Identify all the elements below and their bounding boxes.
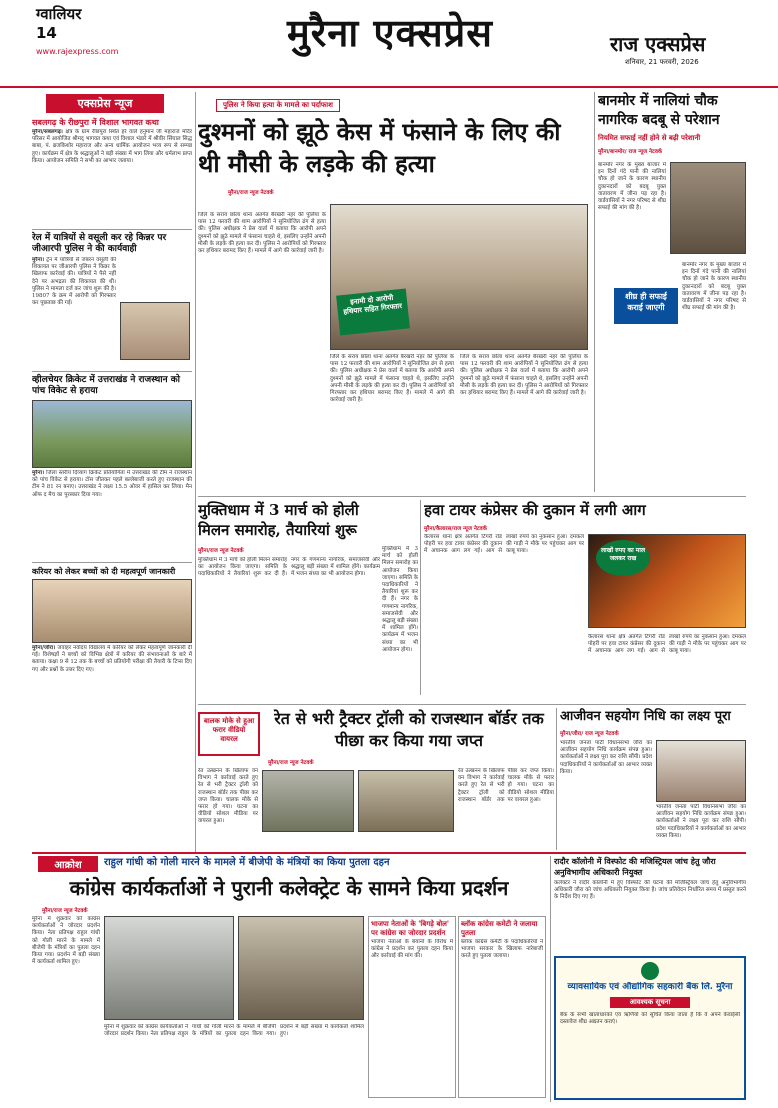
lead-badge: इनामी दो आरोपी हथियार सहित गिरफ्तार — [336, 288, 410, 335]
story-body-2: बानमोर नगर के मुख्य बाजार में इन दिनों गंदे पानी की नालियां चौक हो जाने के कारण स्थानीय दुकानदारों को बदबू युक्त वातावरण में जीना पड़ रहा है। वार्डवासियों ने नगर परिषद से शीघ्र सफाई की मांग की है। — [682, 262, 746, 312]
story-byline: मुरैना/जौरा/ राज न्यूज नेटवर्क — [560, 731, 619, 737]
story-badge: शीघ्र ही सफाई कराई जाएगी — [614, 288, 678, 324]
box-body: ब्लॉक कांग्रेस कमेटी के पदाधिकारियों ने भाजपा सरकार के खिलाफ नारेबाजी करते हुए पुतला जलाया। — [461, 939, 543, 960]
section-divider — [32, 852, 746, 854]
masthead — [0, 0, 778, 88]
ad-body: बैंक के सभी खाताधारकों एवं ऋणियों को सूचित किया जाता है कि वे अपने केवाईसी दस्तावेज शीघ्र अद्यतन कराएं। — [560, 1012, 740, 1026]
story-headline: रादौर कॉलोनी में विस्फोट की मजिस्ट्रियल जांच हेतु जौरा अनुविभागीय अधिकारी नियुक्त — [554, 856, 716, 877]
story-body: मुरैना। ट्रेन में यात्रियों से जबरन वसूली की शिकायत पर जीआरपी पुलिस ने किन्नर के खिलाफ कार्रवाई की। यात्रियों ने पैसे नहीं देने पर अभद्रता की शिकायत की थी। पुलिस ने मामला दर्ज कर जांच शुरू की है। 19807 के क्रम में आरोपी को गिरफ्तार कर पूछताछ की गई। — [32, 257, 116, 307]
lead-body: जिले के सराय छोला थाना अंतर्गत बैरखरी नहर की पुलिया के पास 12 फरवरी की शाम आरोपियों ने सुनियोजित ढंग से हत्या की। पुलिस अधीक्षक ने प्रेस वार्ता में बताया कि आरोपी अपने दुश्मनों को झूठे मामले में फंसाना चाहते थे, इसलिए उन्होंने अपनी मौसी के लड़के की हत्या कर दी। पुलिस ने आरोपियों को गिरफ्तार कर हथियार बरामद किए हैं। मामले में आगे की कार्रवाई जारी है। — [198, 212, 326, 255]
story-badge: बालक मोके से हुआ फरार वीडियो वायरल — [198, 712, 260, 756]
lead-body-3: जिले के सराय छोला थाना अंतर्गत बैरखरी नहर की पुलिया के पास 12 फरवरी की शाम आरोपियों ने सुनियोजित ढंग से हत्या की। पुलिस अधीक्षक ने प्रेस वार्ता में बताया कि आरोपी अपने दुश्मनों को झूठे मामले में फंसाना चाहते थे, इसलिए उन्होंने अपनी मौसी के लड़के की हत्या कर दी। पुलिस ने आरोपियों को गिरफ्तार कर हथियार बरामद किए हैं। मामले में आगे की कार्रवाई जारी है। — [460, 354, 588, 397]
column-divider — [556, 708, 557, 850]
page-number: 14 — [36, 24, 57, 42]
news-photo — [120, 302, 190, 360]
lead-headline: दुश्मनों को झूठे केस में फंसाने के लिए की थी मौसी के लड़के की हत्या — [198, 117, 561, 178]
site-url: www.rajexpress.com — [36, 47, 119, 56]
lead-body-2: जिले के सराय छोला थाना अंतर्गत बैरखरी नहर की पुलिया के पास 12 फरवरी की शाम आरोपियों ने सुनियोजित ढंग से हत्या की। पुलिस अधीक्षक ने प्रेस वार्ता में बताया कि आरोपी अपने दुश्मनों को झूठे मामले में फंसाना चाहते थे, इसलिए उन्होंने अपनी मौसी के लड़के की हत्या कर दी। पुलिस ने आरोपियों को गिरफ्तार कर हथियार बरामद किए हैं। मामले में आगे की कार्रवाई जारी है। — [330, 354, 454, 404]
story-body: बानमोर नगर के मुख्य बाजार में इन दिनों गंदे पानी की नालियां चौक हो जाने के कारण स्थानीय दुकानदारों को बदबू युक्त वातावरण में जीना पड़ रहा है। वार्डवासियों ने नगर परिषद से शीघ्र सफाई की मांग की है। — [598, 162, 666, 212]
section-divider — [198, 496, 746, 497]
story-byline: मुरैना/राज न्यूज नेटवर्क — [42, 908, 88, 914]
news-photo — [238, 916, 364, 1020]
story-headline: बानमोर में नालियां चौक नागरिक बदबू से परेशान — [598, 93, 720, 128]
page-title: मुरैना एक्सप्रेस — [287, 10, 493, 55]
story-headline: व्हीलचेयर क्रिकेट में उत्तराखंड ने राजस्थान को पांच विकेट से हराया — [32, 371, 192, 397]
story-body: कैलारस थाना क्षेत्र अंतर्गत टिंगरी रोड पोहरी पर हवा टायर कंप्रेसर की दुकान में अचानक आग लग गई। आग से लाखों रुपये का नुकसान हुआ। दमकल की गाड़ी ने मौके पर पहुंचकर आग पर काबू पाया। — [424, 534, 584, 555]
sub-box — [458, 916, 546, 1098]
bank-logo — [641, 962, 659, 980]
news-photo — [32, 579, 192, 643]
story-blast — [554, 856, 746, 1102]
story-byline: मुरैना/राज न्यूज नेटवर्क — [268, 760, 314, 766]
story-headline: आजीवन सहयोग निधि का लक्ष्य पूरा — [560, 709, 731, 724]
story-body-2: कैलारस थाना क्षेत्र अंतर्गत टिंगरी रोड पोहरी पर हवा टायर कंप्रेसर की दुकान में अचानक आग लग गई। आग से लाखों रुपये का नुकसान हुआ। दमकल की गाड़ी ने मौके पर पहुंचकर आग पर काबू पाया। — [588, 634, 746, 655]
story-body: मुरैना में शुक्रवार को कांग्रेस कार्यकर्ताओं ने जोरदार प्रदर्शन किया। नेता प्रतिपक्ष राहुल गांधी को गोली मारने के मामले में बीजेपी के मंत्रियों का पुतला दहन किया गया। प्रदर्शन में बड़ी संख्या में कार्यकर्ता शामिल हुए। — [32, 916, 100, 966]
news-photo — [656, 740, 746, 802]
lead-tag: पुलिस ने किया हत्या के मामले का पर्दाफाश — [216, 99, 340, 112]
column-divider — [550, 856, 551, 1102]
story-body-2: रेत उत्खनन के खिलाफ वन विभाग ने कार्रवाई करते हुए रेत से भरी ट्रैक्टर ट्रॉली को राजस्थान बॉर्डर तक पीछा कर जप्त किया। चालक मौके से फरार हो गया। घटना का वीडियो सोशल मीडिया पर वायरल हुआ। — [458, 768, 554, 803]
right-story — [598, 92, 746, 494]
issue-date: शनिवार, 21 फरवरी, 2026 — [625, 58, 699, 66]
news-photo — [104, 916, 234, 1020]
column-divider — [420, 500, 421, 695]
bottom-story — [32, 856, 546, 1102]
box-body: भाजपा नेताओं के बयानों के विरोध में कांग्रेस ने प्रदर्शन कर पुतला दहन किया और कार्रवाई की मांग की। — [371, 939, 453, 960]
story-headline: रेल में यात्रियों से वसूली कर रहे किन्नर पर जीआरपी पुलिस ने की कार्यवाही — [32, 229, 192, 255]
story-holi — [198, 500, 380, 700]
story-body: कलेक्टर ने रादौर कॉलोनी में हुए विस्फोट की घटना की मजिस्ट्रियल जांच हेतु अनुविभागीय अधिकारी जौरा को जांच अधिकारी नियुक्त किया है। जांच प्रतिवेदन निर्धारित समय में प्रस्तुत करने के निर्देश दिए गए हैं। — [554, 880, 746, 901]
box-headline: भाजपा नेताओं के 'बिगड़े बोल' पर कांग्रेस का जोरदार प्रदर्शन — [371, 919, 450, 937]
story-headline: करियर को लेकर बच्चों को दी महत्वपूर्ण जानकारी — [32, 562, 192, 576]
box-headline: ब्लॉक कांग्रेस कमेटी ने जलाया पुतला — [461, 919, 538, 937]
story-kicker: राहुल गांधी को गोली मारने के मामले में बीजेपी के मंत्रियों का किया पुतला दहन — [104, 857, 390, 868]
story-body-2: मुरैना में शुक्रवार को कांग्रेस कार्यकर्ताओं ने जोरदार प्रदर्शन किया। नेता प्रतिपक्ष राहुल गांधी को गोली मारने के मामले में बीजेपी के मंत्रियों का पुतला दहन किया गया। प्रदर्शन में बड़ी संख्या में कार्यकर्ता शामिल हुए। — [104, 1024, 364, 1038]
news-photo — [262, 770, 354, 832]
story-headline: कांग्रेस कार्यकर्ताओं ने पुरानी कलेक्ट्रेट के सामने किया प्रदर्शन — [69, 876, 509, 900]
story-body: रेत उत्खनन के खिलाफ वन विभाग ने कार्रवाई करते हुए रेत से भरी ट्रैक्टर ट्रॉली को राजस्थान बॉर्डर तक पीछा कर जप्त किया। चालक मौके से फरार हो गया। घटना का वीडियो सोशल मीडिया पर वायरल हुआ। — [198, 768, 258, 825]
story-byline: मुरैना/कैलारस/राज न्यूज नेटवर्क — [424, 526, 487, 532]
story-body: मुक्तिधाम में 3 मार्च को होली मिलन समारोह का आयोजन किया जाएगा। समिति के पदाधिकारियों ने तैयारियां शुरू कर दी हैं। नगर के गणमान्य नागरिक, समाजसेवी और श्रद्धालु बड़ी संख्या में शामिल होंगे। कार्यक्रम में भजन संध्या का भी आयोजन होगा। — [198, 557, 380, 578]
sub-box — [368, 916, 456, 1098]
section-divider — [198, 704, 746, 705]
story-headline: मुक्तिधाम में 3 मार्च को होली मिलन समारोह, तैयारियां शुरू — [198, 501, 359, 539]
story-headline: रेत से भरी ट्रैक्टर ट्रॉली को राजस्थान बॉर्डर तक पीछा कर किया गया जप्त — [274, 709, 544, 750]
edition-label: ग्वालियर — [36, 5, 82, 23]
section-tag: आक्रोश — [38, 856, 98, 872]
story-bjp — [560, 708, 746, 850]
story-headline: सबलगढ़ के रीछपुरा में विशाल भागवत कथा — [32, 117, 159, 127]
story-body-2: भारतीय जनता पार्टी विधानसभा जौरा का आजीवन सहयोग निधि कार्यक्रम संपन्न हुआ। कार्यकर्ताओं ने लक्ष्य पूरा कर राशि सौंपी। प्रदेश पदाधिकारियों ने कार्यकर्ताओं का आभार व्यक्त किया। — [656, 804, 746, 839]
column-divider — [195, 92, 196, 852]
lead-byline: मुरैना/राज न्यूज नेटवर्क — [228, 190, 274, 196]
sidebar — [32, 92, 192, 860]
story-byline: मुरैना/बानमोर/ राज न्यूज नेटवर्क — [598, 149, 663, 155]
story-badge: लाखों रुपए का माल जलकर राख — [596, 540, 650, 576]
news-photo — [32, 400, 192, 468]
story-body: मुरैना। जिला स्तरीय दिव्यांग क्रिकेट प्रतियोगिता में उत्तराखंड की टीम ने राजस्थान को पांच विकेट से हराया। टॉस जीतकर पहले बल्लेबाजी करते हुए राजस्थान की टीम ने 81 रन बनाए। उत्तराखंड ने लक्ष्य 15.5 ओवर में हासिल कर लिया। मैन ऑफ द मैच का पुरस्कार दिया गया। — [32, 470, 192, 498]
ad-notice: आवश्यक सूचना — [610, 997, 690, 1008]
story-byline: मुरैना/राज न्यूज नेटवर्क — [198, 548, 244, 554]
story-subhead: नियमित सफाई नहीं होने से बढ़ी परेशानी — [598, 134, 701, 142]
story-body: मुरैना/जौरा। जवाहर नवोदय विद्यालय में करियर को लेकर महत्वपूर्ण जानकारी दी गई। विशेषज्ञों ने बच्चों को विभिन्न क्षेत्रों में करियर की संभावनाओं के बारे में बताया। कक्षा 9 से 12 तक के बच्चों को प्रतियोगी परीक्षा की तैयारी के टिप्स दिए गए और प्रश्नों के उत्तर दिए गए। — [32, 645, 192, 673]
news-photo — [670, 162, 746, 254]
sidebar-header: एक्सप्रेस न्यूज — [46, 94, 164, 113]
story-headline: हवा टायर कंप्रेसर की दुकान में लगी आग — [424, 501, 646, 519]
news-photo — [358, 770, 454, 832]
lead-story — [198, 92, 590, 494]
column-divider — [594, 92, 595, 492]
story-fire — [424, 500, 746, 700]
bank-ad — [554, 956, 746, 1100]
story-body-holi-2: मुक्तिधाम में 3 मार्च को होली मिलन समारोह का आयोजन किया जाएगा। समिति के पदाधिकारियों ने तैयारियां शुरू कर दी हैं। नगर के गणमान्य नागरिक, समाजसेवी और श्रद्धालु बड़ी संख्या में शामिल होंगे। कार्यक्रम में भजन संध्या का भी आयोजन होगा। — [382, 546, 418, 653]
story-body: भारतीय जनता पार्टी विधानसभा जौरा का आजीवन सहयोग निधि कार्यक्रम संपन्न हुआ। कार्यकर्ताओं ने लक्ष्य पूरा कर राशि सौंपी। प्रदेश पदाधिकारियों ने कार्यकर्ताओं का आभार व्यक्त किया। — [560, 740, 652, 775]
brand-name: राज एक्सप्रेस — [610, 32, 706, 56]
story-sand — [198, 708, 554, 850]
ad-title: व्यावसायिक एवं औद्योगिक सहकारी बैंक लि. मुरैना — [567, 982, 733, 992]
story-body: मुरैना/सबलगढ़। क्षेत्र के ग्राम रीछपुरा स्थित हरे वाले हनुमान जी महाराज मंदिर परिसर में आयोजित श्रीमद् भागवत कथा एवं विशाल भंडारे में श्रीवीर सिंघाल सिद्ध बाबा, पं. ब्रजकिशोर महाराज और अन्य धार्मिक आयोजन भव्य रूप से सम्पन्न हुए। कार्यक्रम में क्षेत्र के श्रद्धालुओं ने बड़ी संख्या में भाग लिया और धर्मलाभ प्राप्त किया। आयोजन समिति ने सभी का आभार जताया। — [32, 129, 192, 164]
